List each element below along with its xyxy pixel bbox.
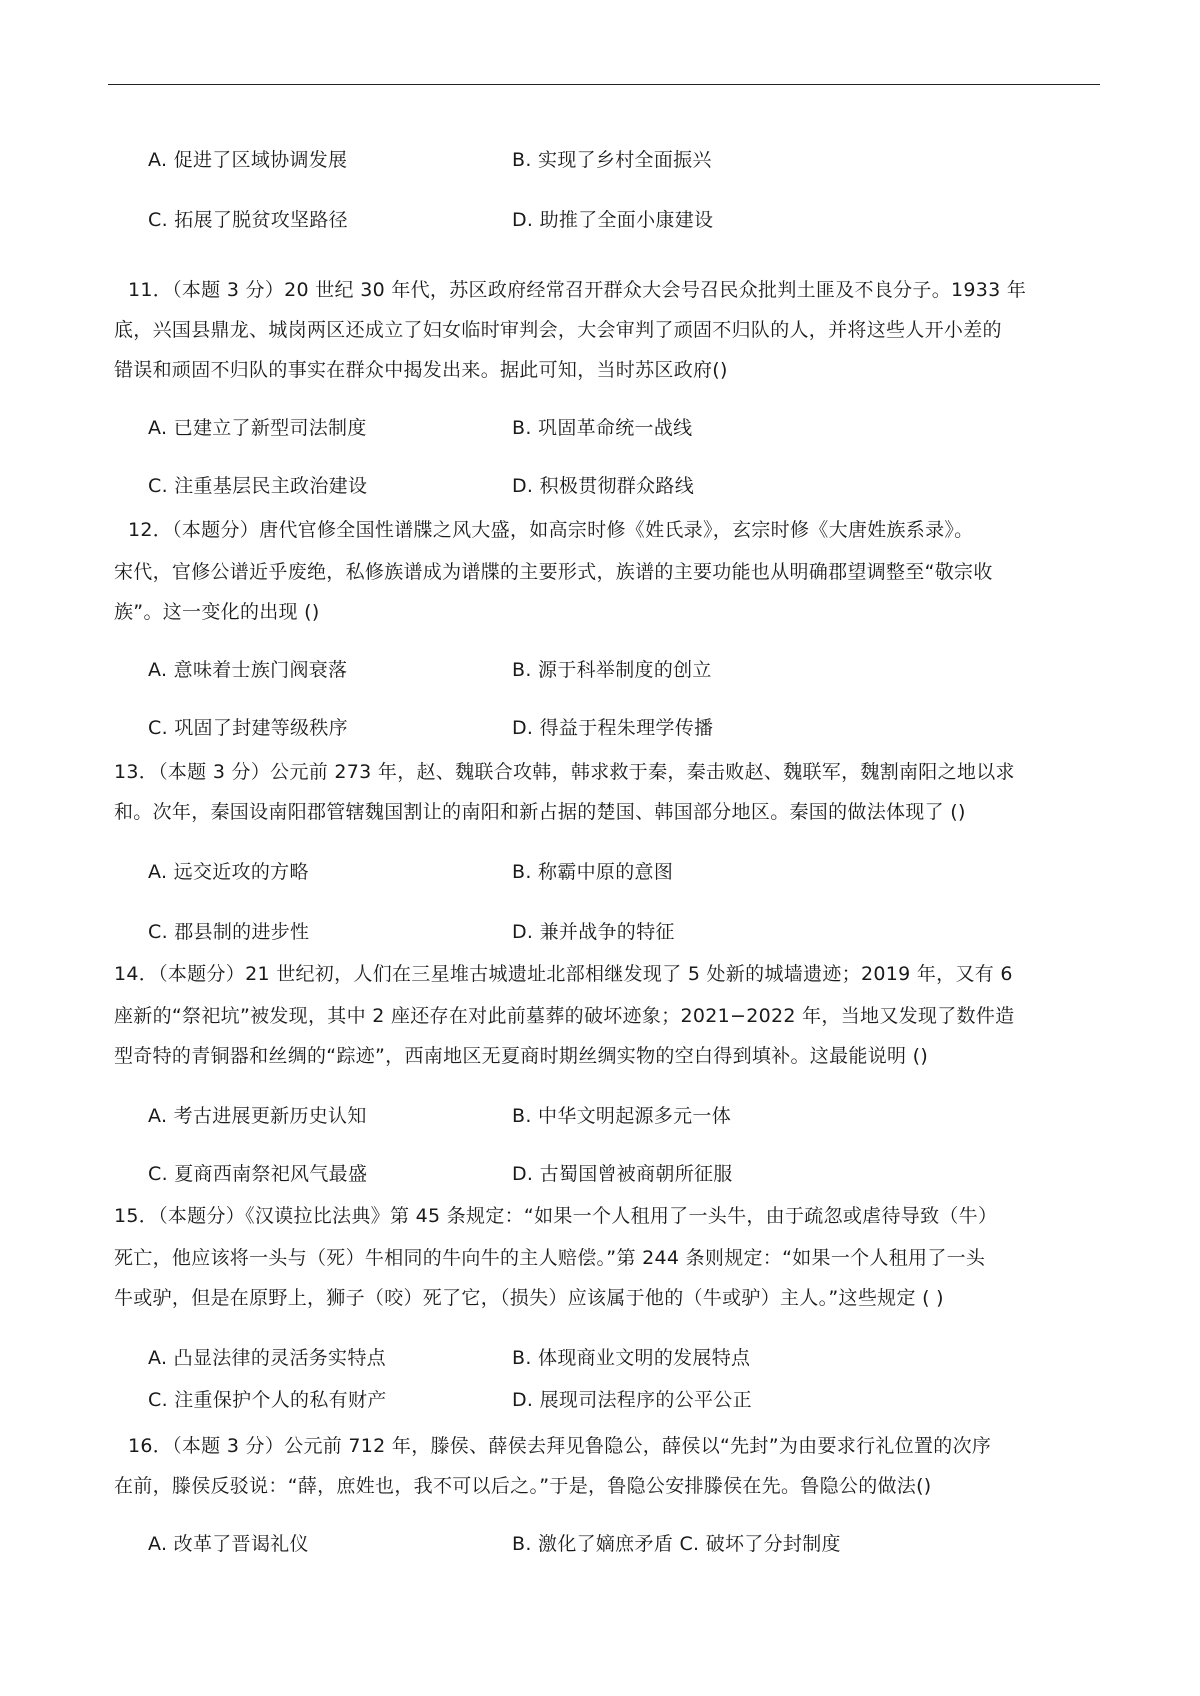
q16-stem-line-1: 16．（本题 3 分）公元前 712 年，滕侯、薛侯去拜见鲁隐公，薛侯以“先封”为由要求行礼位置的次序 — [128, 1435, 992, 1457]
q15-stem-line-1: 15．（本题分）《汉谟拉比法典》第 45 条规定：“如果一个人租用了一头牛，由于疏忽或虐待导致（牛） — [114, 1205, 998, 1227]
header-rule — [108, 84, 1100, 85]
q12-stem-line-1: 12．（本题分）唐代官修全国性谱牒之风大盛，如高宗时修《姓氏录》，玄宗时修《大唐姓族系录》。 — [128, 519, 974, 541]
q11-option-a: A. 已建立了新型司法制度 — [148, 417, 367, 439]
q12-stem-line-2: 宋代，官修公谱近乎废绝，私修族谱成为谱牒的主要形式，族谱的主要功能也从明确郡望调整至“敬宗收 — [114, 561, 993, 583]
q15-stem-line-3: 牛或驴，但是在原野上，狮子（咬）死了它，（损失）应该属于他的（牛或驴）主人。”这些规定 ( ) — [114, 1287, 944, 1309]
q14-option-d: D. 古蜀国曾被商朝所征服 — [512, 1163, 733, 1185]
q12-option-d: D. 得益于程朱理学传播 — [512, 717, 714, 739]
q11-stem-line-3: 错误和顽固不归队的事实在群众中揭发出来。据此可知，当时苏区政府() — [114, 359, 728, 381]
q16-stem-line-2: 在前，滕侯反驳说：“薛，庶姓也，我不可以后之。”于是，鲁隐公安排滕侯在先。鲁隐公的做法() — [114, 1475, 932, 1497]
q15-option-d: D. 展现司法程序的公平公正 — [512, 1389, 752, 1411]
q11-stem-line-1: 11．（本题 3 分）20 世纪 30 年代，苏区政府经常召开群众大会号召民众批判土匪及不良分子。1933 年 — [128, 279, 1027, 301]
q14-option-c: C. 夏商西南祭祀风气最盛 — [148, 1163, 368, 1185]
q11-option-d: D. 积极贯彻群众路线 — [512, 475, 695, 497]
q13-option-b: B. 称霸中原的意图 — [512, 861, 674, 883]
q13-stem-line-2: 和。次年，秦国设南阳郡管辖魏国割让的南阳和新占据的楚国、韩国部分地区。秦国的做法体现了 () — [114, 801, 966, 823]
q14-stem-line-2: 座新的“祭祀坑”被发现，其中 2 座还存在对此前墓葬的破坏迹象；2021−2022 年，当地又发现了数件造 — [114, 1005, 1015, 1027]
q16-option-b-c: B. 激化了嫡庶矛盾 C. 破坏了分封制度 — [512, 1533, 841, 1555]
q10-option-b: B. 实现了乡村全面振兴 — [512, 149, 712, 171]
q12-option-b: B. 源于科举制度的创立 — [512, 659, 712, 681]
q12-option-c: C. 巩固了封建等级秩序 — [148, 717, 348, 739]
q12-stem-line-3: 族”。这一变化的出现 () — [114, 601, 320, 623]
q14-stem-line-3: 型奇特的青铜器和丝绸的“踪迹”，西南地区无夏商时期丝绸实物的空白得到填补。这最能说明 () — [114, 1045, 929, 1067]
q16-option-a: A. 改革了晋谒礼仪 — [148, 1533, 309, 1555]
q12-option-a: A. 意味着士族门阀衰落 — [148, 659, 348, 681]
q15-option-a: A. 凸显法律的灵活务实特点 — [148, 1347, 386, 1369]
q13-option-c: C. 郡县制的进步性 — [148, 921, 310, 943]
q14-stem-line-1: 14．（本题分）21 世纪初，人们在三星堆古城遗址北部相继发现了 5 处新的城墙遗迹；2019 年，又有 6 — [114, 963, 1013, 985]
q11-option-b: B. 巩固革命统一战线 — [512, 417, 693, 439]
q15-option-c: C. 注重保护个人的私有财产 — [148, 1389, 387, 1411]
q11-stem-line-2: 底，兴国县鼎龙、城岗两区还成立了妇女临时审判会，大会审判了顽固不归队的人，并将这些人开小差的 — [114, 319, 1002, 341]
q10-option-d: D. 助推了全面小康建设 — [512, 209, 714, 231]
q13-stem-line-1: 13．（本题 3 分）公元前 273 年，赵、魏联合攻韩，韩求救于秦，秦击败赵、魏联军，魏割南阳之地以求 — [114, 761, 1015, 783]
q13-option-a: A. 远交近攻的方略 — [148, 861, 309, 883]
q10-option-c: C. 拓展了脱贫攻坚路径 — [148, 209, 348, 231]
q10-option-a: A. 促进了区域协调发展 — [148, 149, 348, 171]
q15-stem-line-2: 死亡，他应该将一头与（死）牛相同的牛向牛的主人赔偿。”第 244 条则规定：“如果一个人租用了一头 — [114, 1247, 986, 1269]
q15-option-b: B. 体现商业文明的发展特点 — [512, 1347, 751, 1369]
q14-option-b: B. 中华文明起源多元一体 — [512, 1105, 732, 1127]
q11-option-c: C. 注重基层民主政治建设 — [148, 475, 368, 497]
q13-option-d: D. 兼并战争的特征 — [512, 921, 675, 943]
q14-option-a: A. 考古进展更新历史认知 — [148, 1105, 367, 1127]
